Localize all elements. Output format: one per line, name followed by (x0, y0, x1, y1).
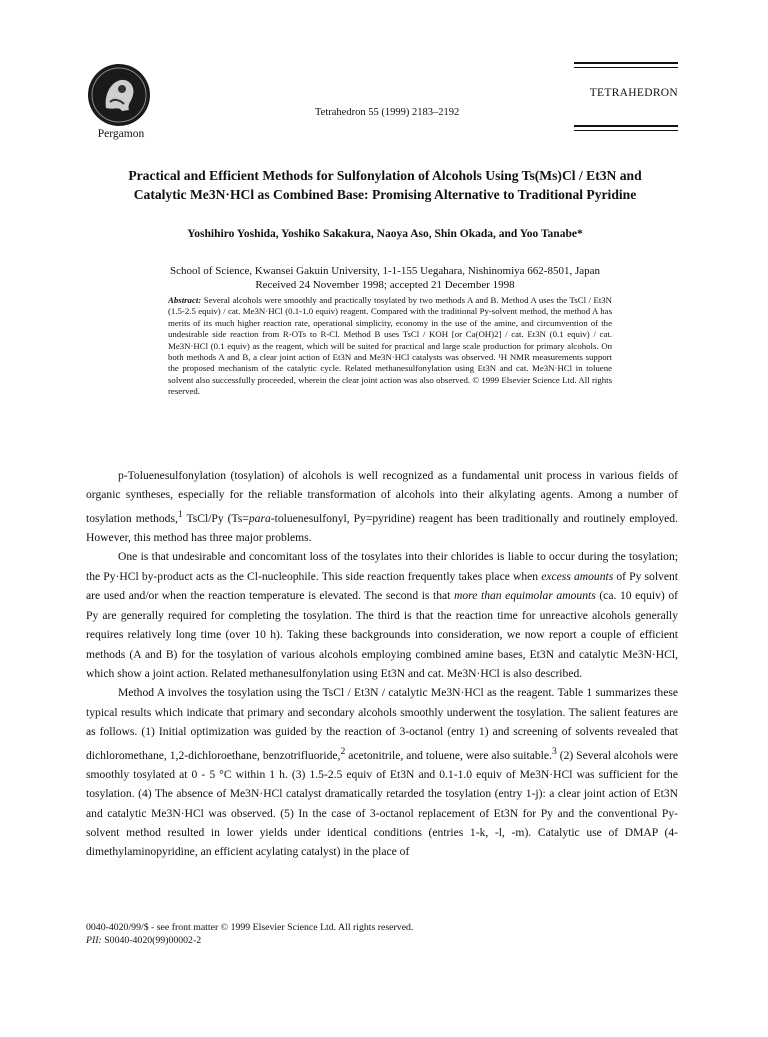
paragraph (86, 466, 678, 547)
author-list: Yoshihiro Yoshida, Yoshiko Sakakura, Naoya Aso, Shin Okada, and Yoo Tanabe* (187, 228, 583, 240)
body-text (86, 466, 678, 862)
text-run: TsCl/Py (Ts= (182, 511, 249, 525)
text-run: p-Toluenesulfonylation (tosylation) of alcohols is well recognized as a fundamental unit process in various fields of organic syntheses, especially for the reliable transformation of alcohols into their alkylating agents. Among a number of tosylation methods, (86, 469, 678, 525)
paragraph (86, 683, 678, 862)
publisher-name: Pergamon (97, 128, 145, 140)
journal-name: TETRAHEDRON (589, 87, 678, 99)
reference-marker: 2 (340, 745, 346, 757)
pii-label: PII: (86, 935, 102, 946)
abstract-label: Abstract: (168, 295, 202, 305)
text-run: of Py solvent are used and/or when the reaction temperature is elevated. The second is that (86, 569, 678, 603)
reference-marker: 3 (551, 745, 557, 757)
italic-run: more than equimolar amounts (454, 589, 596, 603)
header-rule (574, 130, 678, 131)
abstract (168, 295, 612, 398)
header-rule (574, 62, 678, 64)
text-run: (2) Several alcohols were smoothly tosylated at 0 - 5 °C within 1 h. (3) 1.5-2.5 equiv of Et3N and 0.1-1.0 equiv of Me3N·HCl was sufficient for the tosylation. (4) The absence of Me3N·HCl catalyst dramatically retarded the tosylation (entry 1-j): a clear joint action of Et3N and catalytic Me3N·HCl was observed. (5) In the case of 3-octanol replacement of Et3N for Py and the conventional Py-solvent method resulted in lower yields under identical conditions (entries 1-k, -l, -m). Catalytic use of DMAP (4-dimethylaminopyridine, an efficient acylating catalyst) in the place of (86, 748, 679, 859)
pii-value: S0040-4020(99)00002-2 (101, 935, 202, 946)
reference-marker: 1 (177, 508, 183, 520)
text-run: acetonitrile, and toluene, were also suitable. (345, 748, 552, 762)
header-rule (574, 125, 678, 127)
title-line-1: Practical and Efficient Methods for Sulfonylation of Alcohols Using Ts(Ms)Cl / Et3N and (128, 168, 642, 183)
affiliation-block (100, 264, 670, 292)
text-run: Method A involves the tosylation using the TsCl / Et3N / catalytic Me3N·HCl as the reagent. Table 1 summarizes these typical results which indicate that primary and secondary alcohols smoothly underwent the tosylation. The salient features are as follows. (1) Initial optimization was guided by the reaction of 3-octanol (entry 1) and screening of solvents revealed that dichloromethane, 1,2-dichloroethane, benzotrifluoride, (86, 686, 678, 762)
article-title (100, 166, 670, 204)
text-run: -toluenesulfonyl, Py=pyridine) reagent has been traditionally and routinely employed. However, this method has three major problems. (86, 511, 678, 545)
received-dates: Received 24 November 1998; accepted 21 December 1998 (255, 279, 515, 291)
abstract-text: Several alcohols were smoothly and practically tosylated by two methods A and B. Method A uses the TsCl / Et3N (1.5-2.5 equiv) / cat. Me3N·HCl (0.1-1.0 equiv) reagent. Compared with the traditional Py-solvent method, the method A has merits of its much higher reaction rate, operational simplicity, economy in the use of the amine, and circumvention of the undesirable side reaction from R-OTs to R-Cl. Method B uses TsCl / KOH [or Ca(OH)2] / cat. Et3N (0.1 equiv) / cat. Me3N·HCl (0.1 equiv) as the reagent, which will be suited for practical and large scale production for primary alcohols. On both methods A and B, a clear joint action of Et3N and Me3N·HCl catalysts was observed. ¹H NMR measurements support the proposed mechanism of the catalytic cycle. Related methanesulfonylation using Et3N and cat. Me3N·HCl in toluene solvent also successfully proceeded, wherein the clear joint action was also observed. © 1999 Elsevier Science Ltd. All rights reserved. (168, 295, 613, 397)
text-run: (ca. 10 equiv) of Py are generally required for completing the tosylation. The third is that the reaction time for unreactive alcohols generally requires relatively long time (over 10 h). Taking these backgrounds into consideration, we now report a couple of efficient methods (A and B) for the tosylation of various alcohols employing combined amine bases, Et3N and catalytic Me3N·HCl, which show a joint action. Related methanesulfonylation using Et3N and cat. Me3N·HCl is also described. (86, 589, 678, 680)
paragraph (86, 547, 678, 683)
text-run: One is that undesirable and concomitant loss of the tosylates into their chlorides is liable to occur during the tosylation; the Py·HCl by-product acts as the Cl-nucleophile. This side reaction frequently takes place when (86, 550, 678, 583)
italic-run: excess amounts (541, 569, 614, 583)
header-rule (574, 67, 678, 68)
elsevier-tree-seal-icon (86, 62, 152, 128)
title-line-2: Catalytic Me3N·HCl as Combined Base: Promising Alternative to Traditional Pyridine (133, 187, 637, 202)
page-footer (86, 921, 586, 947)
pii-line (86, 934, 586, 947)
issn-line: 0040-4020/99/$ - see front matter © 1999 Elsevier Science Ltd. All rights reserved. (86, 922, 414, 933)
affiliation: School of Science, Kwansei Gakuin University, 1-1-155 Uegahara, Nishinomiya 662-8501, Japan (169, 265, 601, 277)
italic-run: para (248, 511, 271, 525)
journal-citation: Tetrahedron 55 (1999) 2183–2192 (315, 107, 460, 118)
